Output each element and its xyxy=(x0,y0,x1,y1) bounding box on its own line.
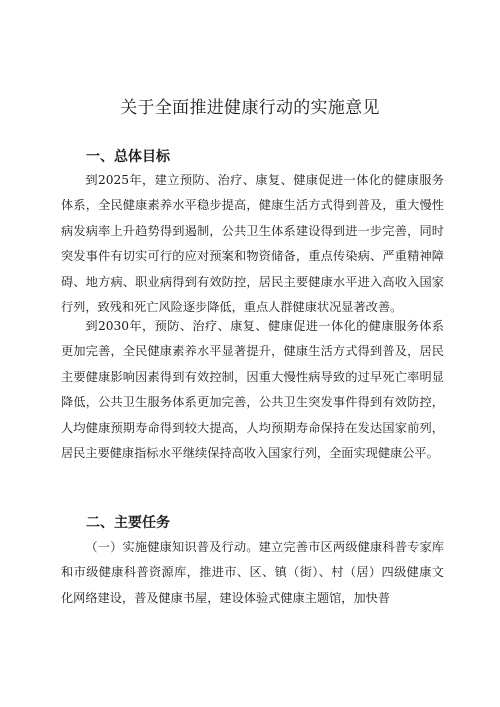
section-heading-tasks: 二、主要任务 xyxy=(86,515,170,531)
paragraph-goal-2025: 到2025年，建立预防、治疗、康复、健康促进一体化的健康服务体系，全民健康素养水平稳步提高，健康生活方式得到普及，重大慢性病发病率上升趋势得到遏制，公共卫生体系建设得到进一步完善，同时突发事件有切实可行的应对预案和物资储备，重点传染病、严重精神障碍、地方病、职业病得到有效防控，居民主要健康水平进入高收入国家行列，致残和死亡风险逐步降低，重点人群健康状况显著改善。 xyxy=(61,173,444,315)
section-heading-goals: 一、总体目标 xyxy=(86,149,170,165)
paragraph-task-1: （一）实施健康知识普及行动。建立完善市区两级健康科普专家库和市级健康科普资源库，推进市、区、镇（街）、村（居）四级健康文化网络建设，普及健康书屋，建设体验式健康主题馆，加快普 xyxy=(61,540,444,605)
paragraph-goal-2030: 到2030年，预防、治疗、康复、健康促进一体化的健康服务体系更加完善，全民健康素养水平显著提升，健康生活方式得到普及，居民主要健康影响因素得到有效控制，因重大慢性病导致的过早死亡率明显降低，公共卫生服务体系更加完善，公共卫生突发事件得到有效防控，人均健康预期寿命得到较大提高，人均预期寿命保持在发达国家前列，居民主要健康指标水平继续保持高收入国家行列，全面实现健康公平。 xyxy=(61,319,444,461)
document-title: 关于全面推进健康行动的实施意见 xyxy=(120,98,380,118)
